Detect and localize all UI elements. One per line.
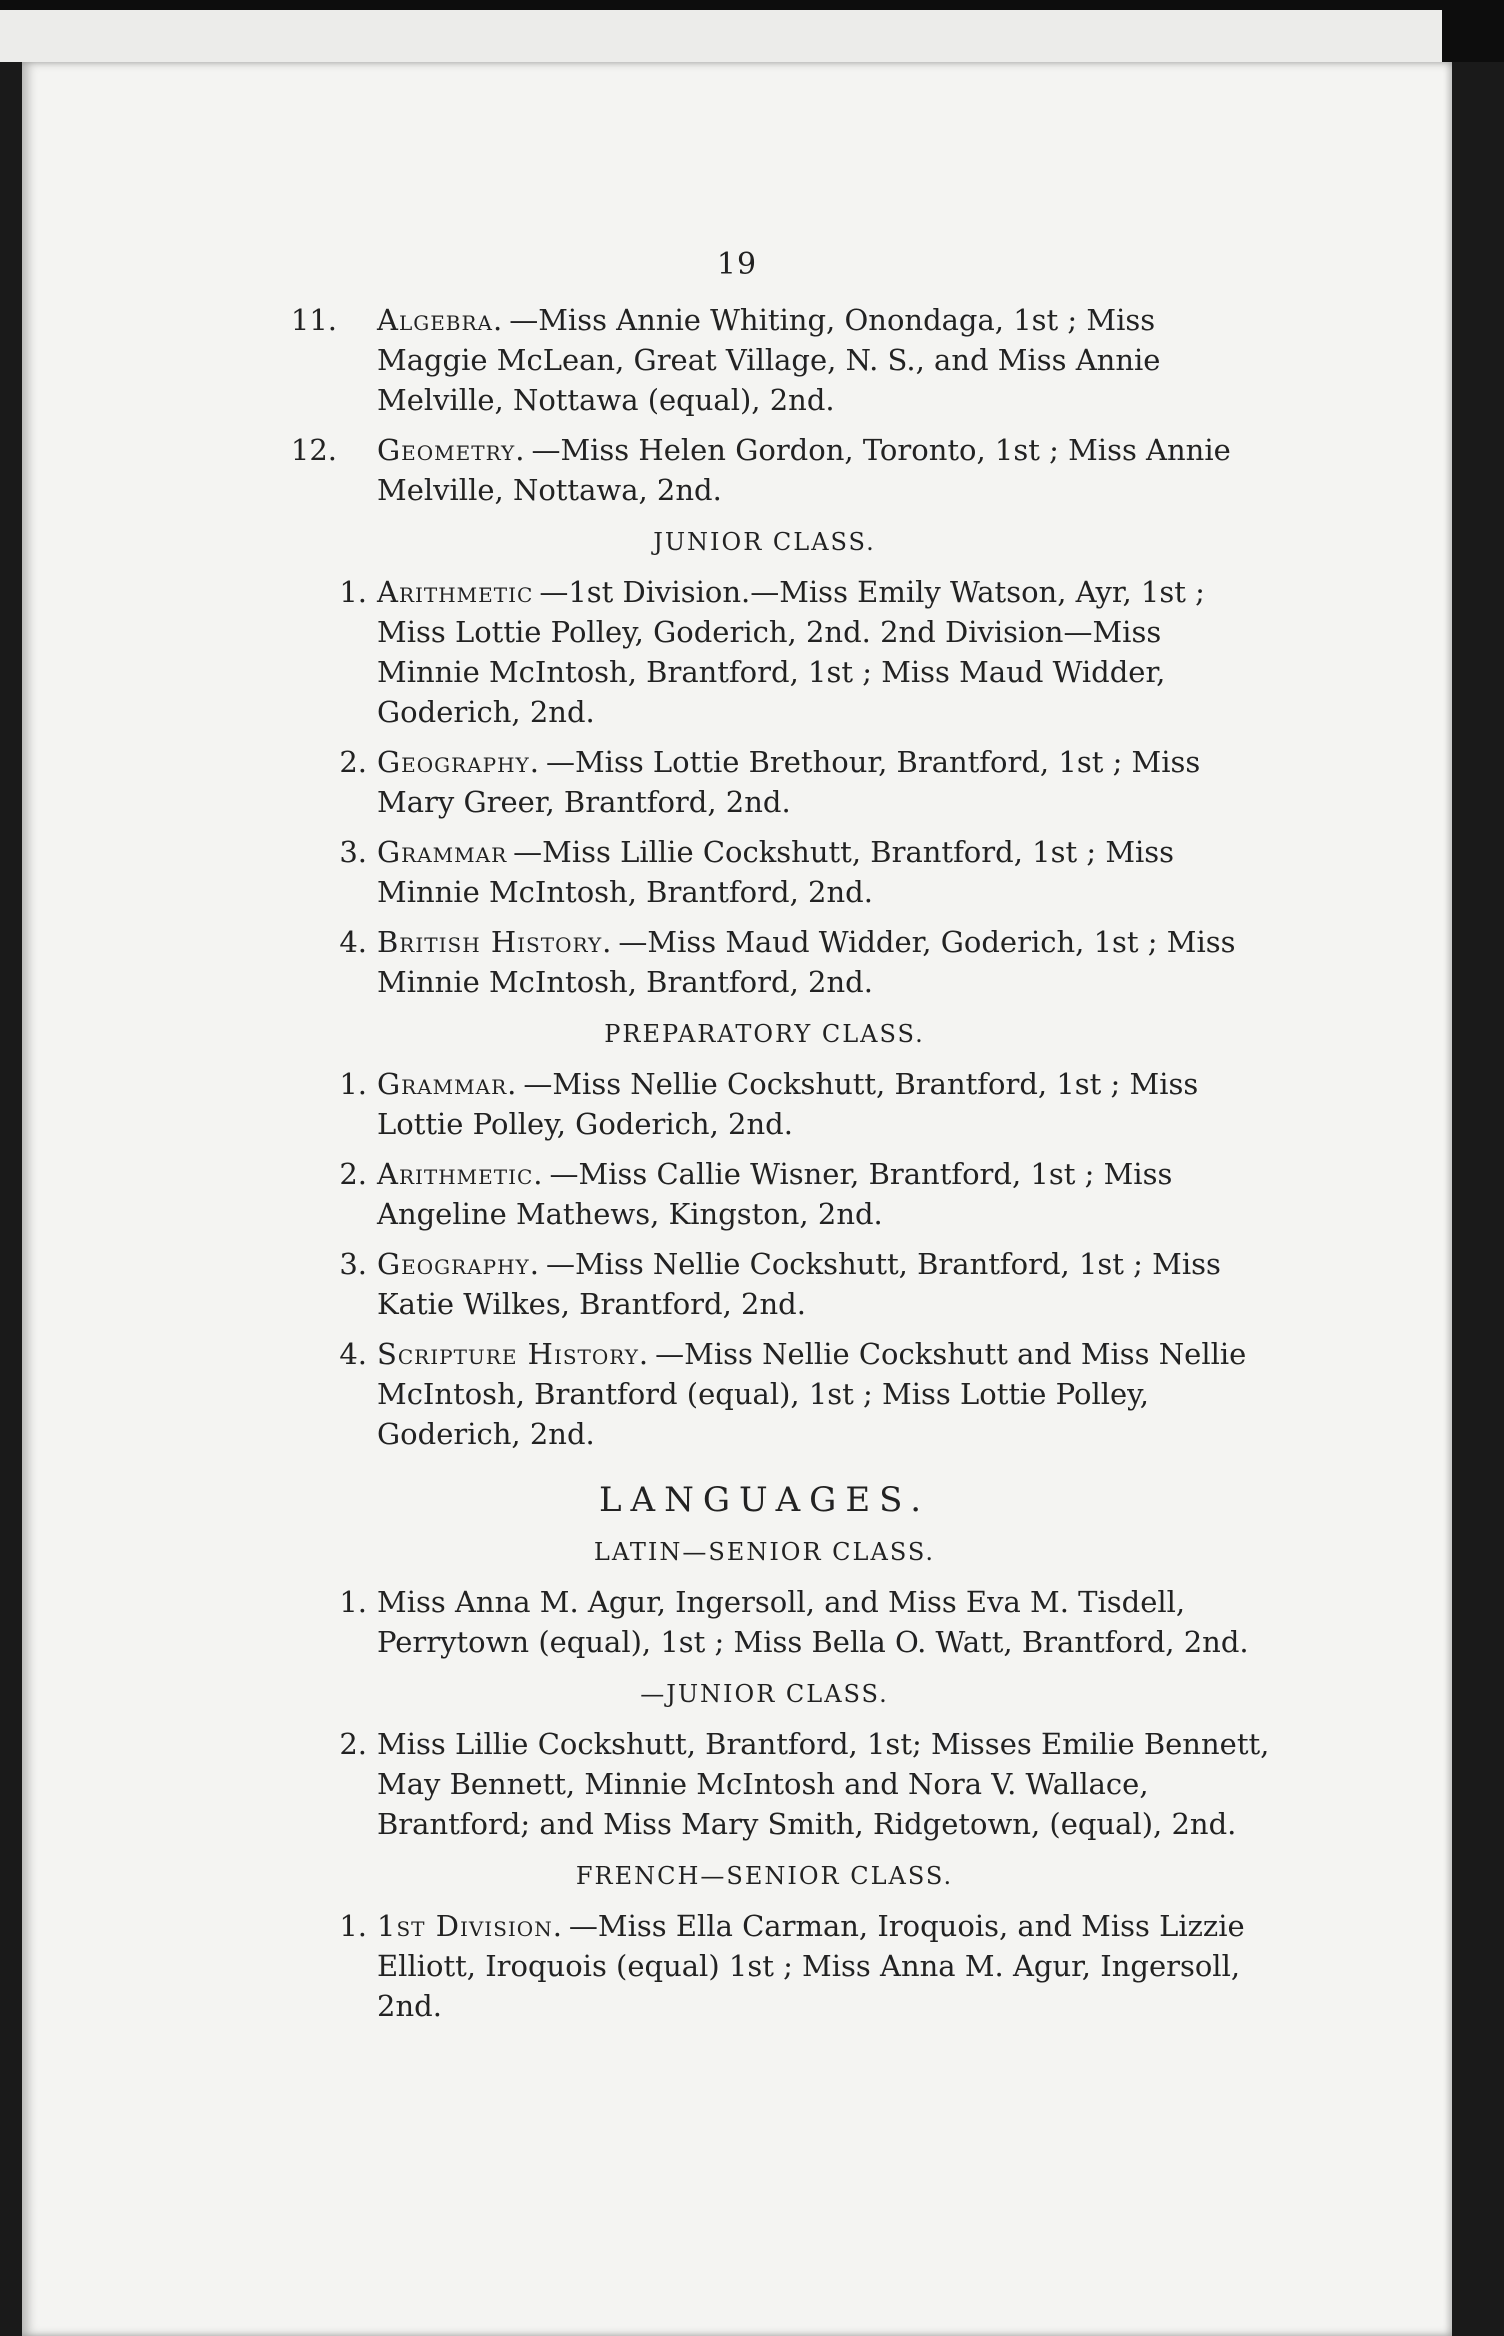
list-item <box>257 1334 1272 1454</box>
prize-details: —Miss Lottie Brethour, Brantford, 1st ; Miss Mary Greer, Brantford, 2nd. <box>377 745 1201 819</box>
item-text <box>377 922 1272 1002</box>
subject-label: Scripture History. <box>377 1337 650 1371</box>
list-item <box>257 1724 1272 1844</box>
subject-label: British History. <box>377 925 613 959</box>
item-text <box>377 1582 1272 1662</box>
item-number: 2. <box>339 1727 367 1761</box>
list-item <box>257 1154 1272 1234</box>
item-text <box>377 430 1272 510</box>
prize-details: —Miss Helen Gordon, Toronto, 1st ; Miss Annie Melville, Nottawa, 2nd. <box>377 433 1231 507</box>
section-heading: PREPARATORY CLASS. <box>604 1020 925 1048</box>
list-item <box>257 742 1272 822</box>
subject-label: 1st Division. <box>377 1909 563 1943</box>
prize-details: Miss Anna M. Agur, Ingersoll, and Miss Eva M. Tisdell, Perrytown (equal), 1st ; Miss Bella O. Watt, Brantford, 2nd. <box>377 1585 1249 1659</box>
list-item <box>257 572 1272 732</box>
section-title: LANGUAGES. <box>598 1480 931 1520</box>
item-number: 1. <box>339 1585 367 1619</box>
item-number: 2. <box>339 1157 367 1191</box>
list-item <box>257 1064 1272 1144</box>
item-number: 3. <box>339 835 367 869</box>
item-text <box>377 1334 1272 1454</box>
subject-label: Arithmetic <box>377 575 534 609</box>
item-number: 4. <box>339 1337 367 1371</box>
list-item <box>257 1244 1272 1324</box>
item-number: 1. <box>339 1067 367 1101</box>
prize-details: —Miss Nellie Cockshutt, Brantford, 1st ; Miss Katie Wilkes, Brantford, 2nd. <box>377 1247 1221 1321</box>
subject-label: Grammar <box>377 835 508 869</box>
prize-details: —Miss Annie Whiting, Onondaga, 1st ; Miss Maggie McLean, Great Village, N. S., and Miss Annie Melville, Nottawa (equal), 2nd. <box>377 303 1161 417</box>
page-content <box>257 300 1272 2036</box>
section-heading: FRENCH—SENIOR CLASS. <box>575 1862 954 1890</box>
list-item <box>257 832 1272 912</box>
prize-details: —Miss Nellie Cockshutt, Brantford, 1st ; Miss Lottie Polley, Goderich, 2nd. <box>377 1067 1199 1141</box>
section-heading: LATIN—SENIOR CLASS. <box>593 1538 936 1566</box>
item-text <box>377 300 1272 420</box>
subject-label: Arithmetic. <box>377 1157 544 1191</box>
item-number: 1. <box>339 575 367 609</box>
item-text <box>377 1906 1272 2026</box>
prize-details: —Miss Maud Widder, Goderich, 1st ; Miss Minnie McIntosh, Brantford, 2nd. <box>377 925 1236 999</box>
item-text <box>377 832 1272 912</box>
subject-label: Grammar. <box>377 1067 518 1101</box>
scan-shadow-top <box>0 0 1504 10</box>
list-item <box>257 300 1272 420</box>
prize-details: —1st Division.—Miss Emily Watson, Ayr, 1st ; Miss Lottie Polley, Goderich, 2nd. 2nd Division—Miss Minnie McIntosh, Brantford, 1st ; Miss Maud Widder, Goderich, 2nd. <box>377 575 1205 729</box>
prize-details: Miss Lillie Cockshutt, Brantford, 1st; Misses Emilie Bennett, May Bennett, Minnie McIntosh and Nora V. Wallace, Brantford; and Miss Mary Smith, Ridgetown, (equal), 2nd. <box>377 1727 1270 1841</box>
item-text <box>377 1244 1272 1324</box>
prize-details: —Miss Ella Carman, Iroquois, and Miss Lizzie Elliott, Iroquois (equal) 1st ; Miss Anna M. Agur, Ingersoll, 2nd. <box>377 1909 1245 2023</box>
item-number: 11. <box>290 303 337 337</box>
document-page <box>22 62 1452 2336</box>
prize-details: —Miss Callie Wisner, Brantford, 1st ; Miss Angeline Mathews, Kingston, 2nd. <box>377 1157 1173 1231</box>
section-heading: JUNIOR CLASS. <box>653 528 876 556</box>
item-number: 1. <box>339 1909 367 1943</box>
list-item <box>257 430 1272 510</box>
subject-label: Algebra. <box>377 303 504 337</box>
scan-shadow-corner <box>1442 0 1504 62</box>
section-heading: —JUNIOR CLASS. <box>640 1680 889 1708</box>
item-text <box>377 1064 1272 1144</box>
list-item <box>257 922 1272 1002</box>
list-item <box>257 1906 1272 2026</box>
prize-details: —Miss Lillie Cockshutt, Brantford, 1st ; Miss Minnie McIntosh, Brantford, 2nd. <box>377 835 1175 909</box>
item-text <box>377 742 1272 822</box>
subject-label: Geometry. <box>377 433 526 467</box>
item-text <box>377 1724 1272 1844</box>
item-number: 2. <box>339 745 367 779</box>
page-number: 19 <box>716 247 758 282</box>
subject-label: Geography. <box>377 745 540 779</box>
previous-page-edge <box>0 0 1504 62</box>
item-number: 12. <box>290 433 337 467</box>
item-text <box>377 1154 1272 1234</box>
prize-details: —Miss Nellie Cockshutt and Miss Nellie McIntosh, Brantford (equal), 1st ; Miss Lottie Polley, Goderich, 2nd. <box>377 1337 1247 1451</box>
item-number: 3. <box>339 1247 367 1281</box>
subject-label: Geography. <box>377 1247 540 1281</box>
item-number: 4. <box>339 925 367 959</box>
list-item <box>257 1582 1272 1662</box>
item-text <box>377 572 1272 732</box>
